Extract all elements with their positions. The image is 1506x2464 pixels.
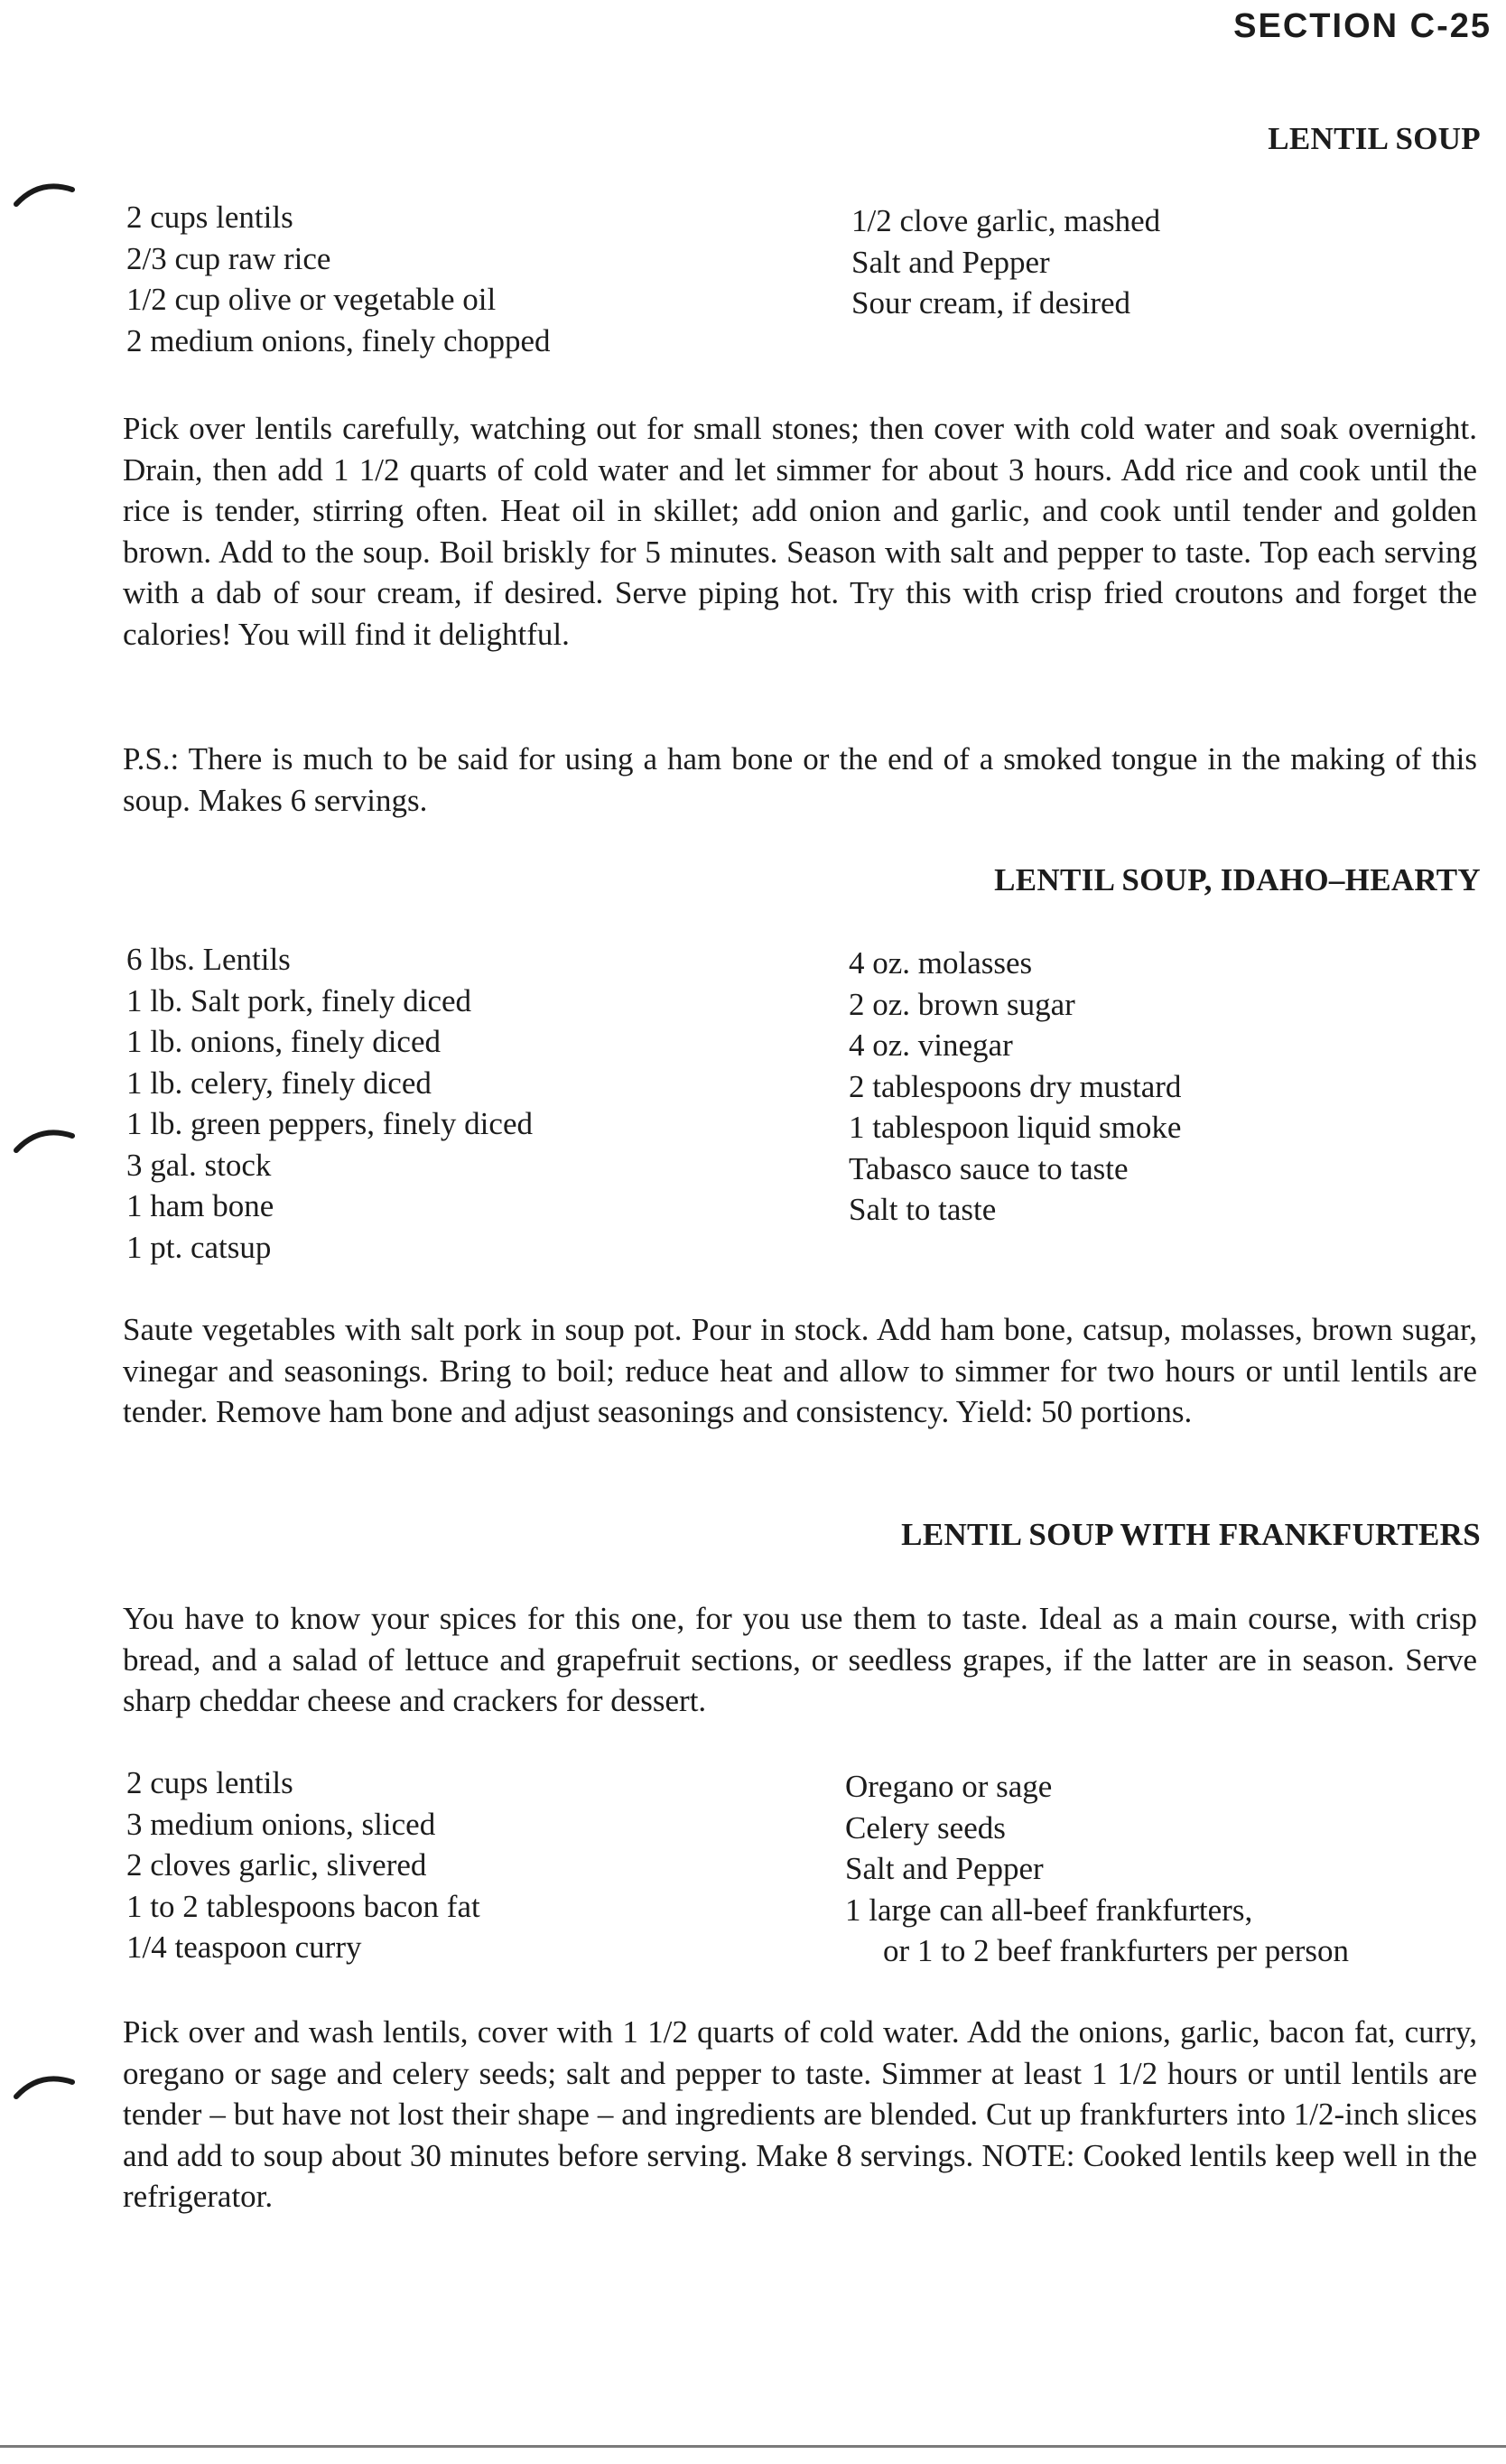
directions-frankfurters: Pick over and wash lentils, cover with 1 1/2 quarts of cold water. Add the onions, garlic, bacon fat, curry, oregano or sage and celery seeds; salt and pepper to taste. Simmer at least 1 1/2 hours or until lentils are tender – but have not lost their shape – and ingredients are blended. Cut up frankfurters into 1/2-inch slices and add to soup about 30 minutes before serving. Make 8 servings. NOTE: Cooked lentils keep well in the refrigerator. — [123, 2014, 1477, 2214]
recipe-title-idaho-hearty: LENTIL SOUP, IDAHO–HEARTY — [994, 862, 1481, 897]
ingredient-item: 2 cups lentils — [126, 1765, 293, 1800]
ingredient-item: 3 medium onions, sliced — [126, 1806, 436, 1842]
ingredient-item: 2 tablespoons dry mustard — [849, 1068, 1182, 1104]
recipe-title-lentil-soup: LENTIL SOUP — [1268, 121, 1481, 156]
page-bottom-edge — [0, 2445, 1506, 2448]
ingredient-item: 2 medium onions, finely chopped — [126, 322, 551, 358]
ingredient-item: 3 gal. stock — [126, 1147, 272, 1183]
directions-lentil-soup: Pick over lentils carefully, watching out for small stones; then cover with cold water and soak overnight. Drain, then add 1 1/2 quarts of cold water and let simmer for about 3 hours. Add rice and cook until the rice is tender, stirring often. Heat oil in skillet; add onion and garlic, and cook until tender and golden brown. Add to the soup. Boil briskly for 5 minutes. Season with salt and pepper to taste. Top each serving with a dab of sour cream, if desired. Serve piping hot. Try this with crisp fried croutons and forget the calories! You will find it delightful. — [123, 411, 1477, 652]
ingredients-right-lentil-soup — [851, 200, 1160, 324]
ingredient-item: 1 lb. onions, finely diced — [126, 1024, 442, 1059]
ingredient-item: 1 lb. Salt pork, finely diced — [126, 982, 472, 1018]
ingredients-left-lentil-soup — [126, 197, 551, 361]
ingredient-item: 1 lb. celery, finely diced — [126, 1065, 432, 1101]
ingredient-item: 2/3 cup raw rice — [126, 240, 331, 276]
ingredient-item: Sour cream, if desired — [851, 285, 1131, 321]
ingredient-item: Oregano or sage — [845, 1769, 1053, 1804]
ingredient-item: 1 large can all-beef frankfurters, — [845, 1892, 1253, 1928]
ingredients-left-idaho-hearty — [126, 939, 533, 1268]
ingredient-item: 4 oz. molasses — [849, 945, 1033, 981]
ingredient-item: Salt to taste — [849, 1192, 997, 1227]
binder-hole-mark-1 — [13, 177, 76, 213]
section-header: SECTION C-25 — [1233, 7, 1492, 45]
binder-hole-mark-2 — [13, 1123, 76, 1159]
ingredient-item: 1/2 clove garlic, mashed — [851, 203, 1161, 238]
ingredient-item: 2 cloves garlic, slivered — [126, 1847, 427, 1883]
ingredient-item: Celery seeds — [845, 1809, 1006, 1846]
ingredient-item: 2 cups lentils — [126, 200, 293, 235]
ingredients-right-frankfurters — [845, 1766, 1349, 1972]
ingredients-left-frankfurters — [126, 1762, 480, 1968]
intro-frankfurters: You have to know your spices for this one, for you use them to taste. Ideal as a main course, with crisp bread, and a salad of lettuce and grapefruit sections, or seedless grapes, if the latter are in season. Serve sharp cheddar cheese and crackers for dessert. — [123, 1601, 1477, 1718]
ingredient-item: 1 ham bone — [126, 1188, 274, 1223]
ingredient-item: or 1 to 2 beef frankfurters per person — [883, 1933, 1350, 1968]
ingredient-item: 1 pt. catsup — [126, 1229, 272, 1265]
ingredient-item: 1 tablespoon liquid smoke — [849, 1110, 1182, 1145]
binder-hole-mark-3 — [13, 2069, 76, 2106]
ingredient-item: 1 to 2 tablespoons bacon fat — [126, 1888, 480, 1924]
postscript-lentil-soup: P.S.: There is much to be said for using a ham bone or the end of a smoked tongue in the making of this soup. Makes 6 servings. — [123, 741, 1477, 818]
recipe-title-frankfurters: LENTIL SOUP WITH FRANKFURTERS — [901, 1517, 1481, 1552]
directions-idaho-hearty: Saute vegetables with salt pork in soup pot. Pour in stock. Add ham bone, catsup, molasses, brown sugar, vinegar and seasonings. Bring to boil; reduce heat and allow to simmer for two hours or until lentils are tender. Remove ham bone and adjust seasonings and consistency. Yield: 50 portions. — [123, 1312, 1477, 1429]
ingredient-item: 4 oz. vinegar — [849, 1027, 1013, 1063]
ingredient-item: 1/4 teaspoon curry — [126, 1929, 362, 1965]
ingredient-item: 2 oz. brown sugar — [849, 986, 1075, 1022]
ingredient-item: 1 lb. green peppers, finely diced — [126, 1106, 533, 1141]
ingredient-item: 1/2 cup olive or vegetable oil — [126, 282, 497, 317]
ingredient-item: Tabasco sauce to taste — [849, 1150, 1129, 1186]
ingredient-item: 6 lbs. Lentils — [126, 942, 291, 977]
ingredient-item: Salt and Pepper — [845, 1851, 1044, 1886]
ingredient-item: Salt and Pepper — [851, 244, 1050, 280]
ingredients-right-idaho-hearty — [849, 943, 1181, 1231]
